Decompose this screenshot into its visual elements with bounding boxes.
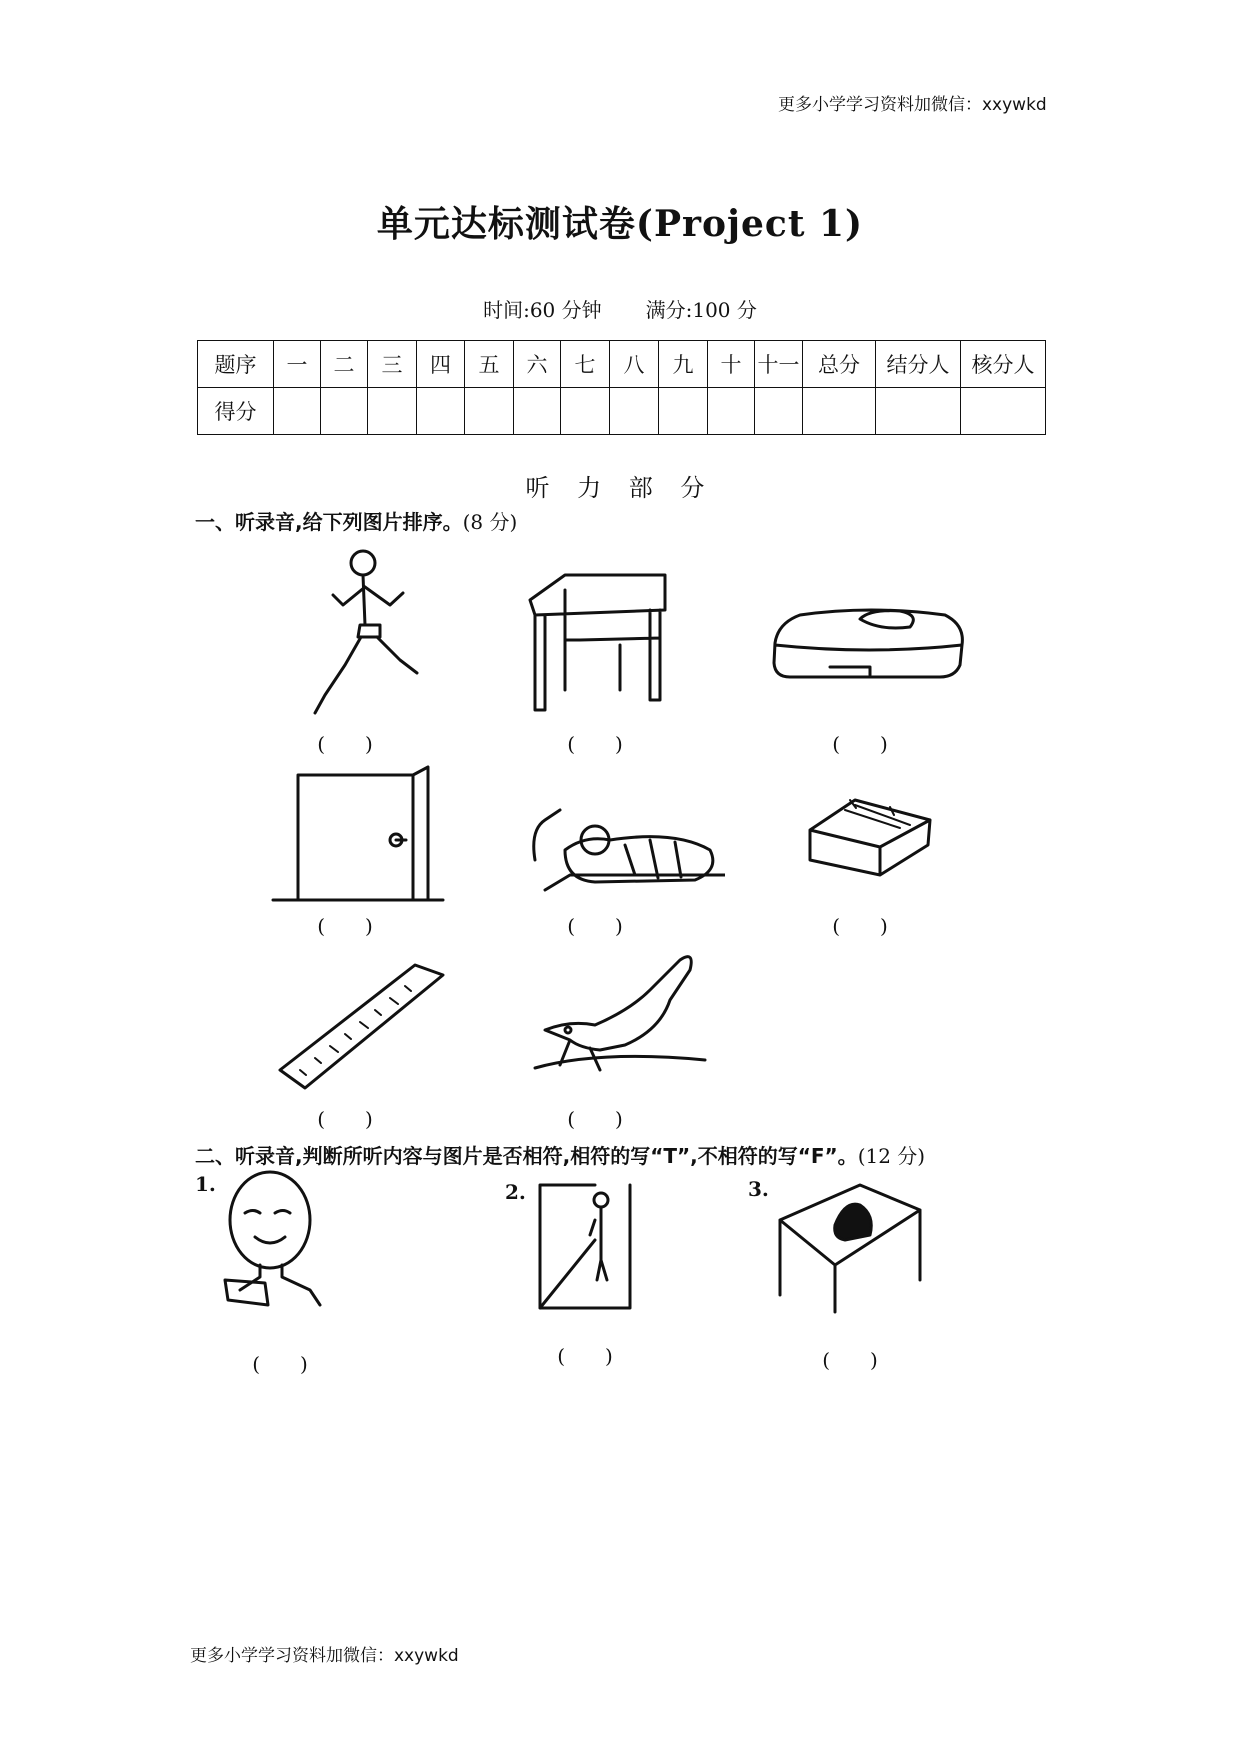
score-input[interactable] — [659, 388, 708, 435]
score-input[interactable] — [561, 388, 610, 435]
score-input[interactable] — [803, 388, 876, 435]
answer-blank[interactable]: ( ) — [317, 732, 373, 756]
score-input[interactable] — [876, 388, 961, 435]
score-input[interactable] — [417, 388, 465, 435]
table-cell: 一 — [274, 341, 321, 388]
score-input[interactable] — [465, 388, 514, 435]
answer-blank[interactable]: ( ) — [567, 732, 623, 756]
answer-blank[interactable]: ( ) — [252, 1352, 308, 1376]
table-cell: 结分人 — [876, 341, 961, 388]
desk-icon — [525, 570, 675, 715]
table-cell: 五 — [465, 341, 514, 388]
item-number: 2. — [505, 1180, 526, 1204]
eraser-icon — [800, 785, 940, 885]
table-cell: 总分 — [803, 341, 876, 388]
pencil-box-icon — [770, 605, 970, 685]
answer-blank[interactable]: ( ) — [557, 1344, 613, 1368]
score-input[interactable] — [961, 388, 1046, 435]
question-text: 一、听录音,给下列图片排序。 — [195, 510, 463, 534]
answer-blank[interactable]: ( ) — [567, 1107, 623, 1131]
question-points: (12 分) — [857, 1144, 926, 1168]
table-cell: 核分人 — [961, 341, 1046, 388]
score-input[interactable] — [368, 388, 417, 435]
time-info — [0, 294, 1240, 323]
question-1 — [195, 506, 517, 535]
ruler-icon — [275, 960, 445, 1090]
score-table — [197, 340, 1046, 435]
table-cell: 七 — [561, 341, 610, 388]
table-cell: 六 — [514, 341, 561, 388]
page-title: 单元达标测试卷(Project 1) — [376, 203, 864, 245]
watermark-top: 更多小学学习资料加微信：xxywkd — [778, 95, 1047, 115]
table-cell: 二 — [321, 341, 368, 388]
time-limit: 时间:60 分钟 — [483, 298, 602, 322]
score-input[interactable] — [514, 388, 561, 435]
score-input[interactable] — [274, 388, 321, 435]
boy-at-door-icon — [535, 1180, 635, 1310]
full-score: 满分:100 分 — [645, 298, 757, 322]
table-cell: 三 — [368, 341, 417, 388]
item-number: 3. — [748, 1177, 769, 1201]
answer-blank[interactable]: ( ) — [317, 914, 373, 938]
watermark-bottom: 更多小学学习资料加微信：xxywkd — [190, 1646, 459, 1666]
running-man-icon — [305, 545, 425, 720]
table-cell: 八 — [610, 341, 659, 388]
table-score-row — [198, 388, 1046, 435]
answer-blank[interactable]: ( ) — [822, 1348, 878, 1372]
bird-icon — [530, 950, 710, 1090]
table-cell: 四 — [417, 341, 465, 388]
table-cell: 题序 — [198, 341, 274, 388]
sleeping-child-icon — [525, 780, 725, 895]
item-number: 1. — [195, 1172, 216, 1196]
answer-blank[interactable]: ( ) — [567, 914, 623, 938]
question-text: 二、听录音,判断所听内容与图片是否相符,相符的写“T”,不相符的写“F”。 — [195, 1144, 858, 1168]
boy-with-tablet-icon — [220, 1165, 340, 1310]
section-heading: 听 力 部 分 — [525, 474, 715, 502]
table-cell: 得分 — [198, 388, 274, 435]
table-cell: 十 — [708, 341, 755, 388]
answer-blank[interactable]: ( ) — [832, 914, 888, 938]
bag-on-table-icon — [775, 1180, 925, 1315]
table-cell: 十一 — [755, 341, 803, 388]
table-cell: 九 — [659, 341, 708, 388]
question-points: (8 分) — [462, 510, 518, 534]
score-input[interactable] — [755, 388, 803, 435]
answer-blank[interactable]: ( ) — [832, 732, 888, 756]
score-input[interactable] — [610, 388, 659, 435]
answer-blank[interactable]: ( ) — [317, 1107, 373, 1131]
table-header-row — [198, 341, 1046, 388]
door-icon — [268, 765, 448, 905]
score-input[interactable] — [708, 388, 755, 435]
score-input[interactable] — [321, 388, 368, 435]
